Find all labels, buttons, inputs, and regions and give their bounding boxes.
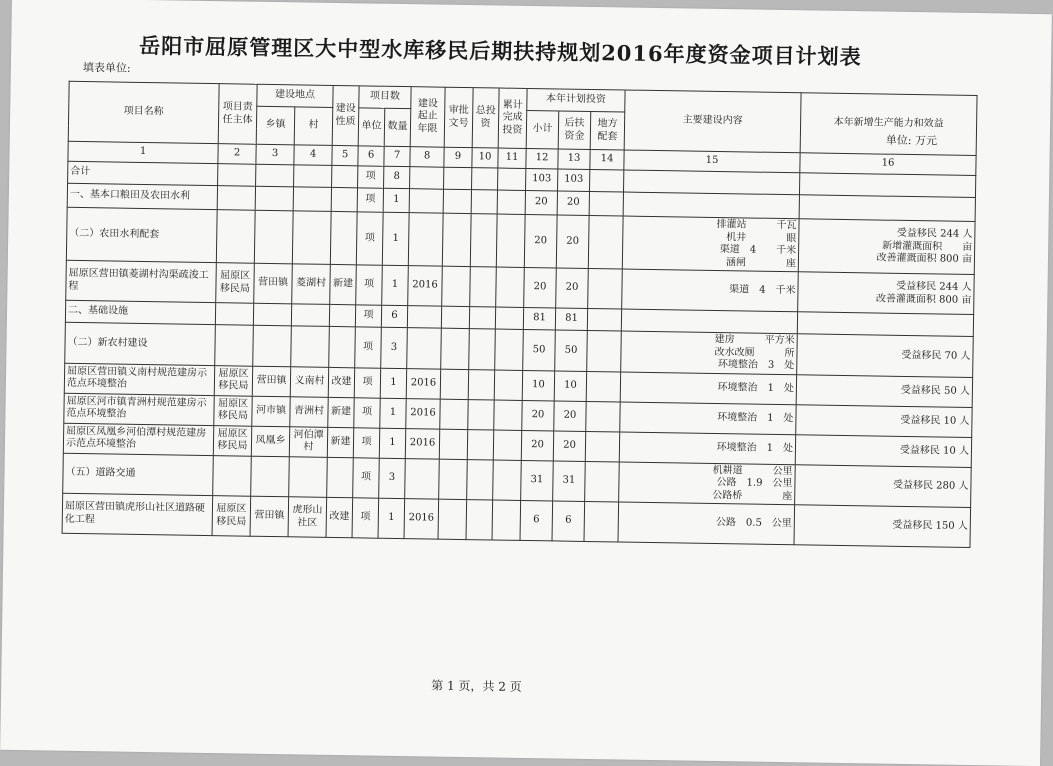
cell-benefit: 受益移民 70 人 — [797, 334, 974, 377]
column-number-10: 10 — [472, 148, 498, 168]
cell-period — [407, 306, 441, 329]
cell-project-name: （二）农田水利配套 — [66, 207, 217, 262]
cell-support-fund: 20 — [553, 430, 585, 460]
cell-unit: 项 — [353, 427, 379, 457]
header-unit: 单位 — [358, 108, 385, 146]
cell-total-invest — [468, 369, 494, 399]
cell-total-invest — [470, 267, 497, 307]
cell-main-content: 环境整治 1 处 — [620, 371, 796, 404]
cell-period — [405, 458, 440, 499]
plan-table — [62, 81, 978, 548]
cell-nature — [330, 211, 357, 264]
cell-nature: 改建 — [328, 367, 354, 397]
cell-approval — [443, 189, 471, 213]
header-nature: 建设性质 — [332, 85, 359, 145]
page-footer: 第 1 页，共 2 页 — [431, 678, 522, 694]
cell-unit: 项 — [357, 188, 383, 212]
column-number-16: 16 — [800, 153, 976, 176]
cell-total-invest — [471, 190, 497, 214]
cell-nature — [327, 457, 354, 498]
cell-support-fund: 6 — [552, 501, 585, 541]
cell-subtotal: 20 — [525, 190, 557, 214]
cell-town — [251, 456, 290, 497]
header-town: 乡镇 — [256, 106, 295, 145]
cell-responsible — [217, 186, 255, 211]
cell-nature — [332, 165, 358, 187]
cell-local-match — [587, 330, 622, 371]
cell-approval — [438, 499, 467, 539]
header-local-match: 地方配套 — [590, 111, 625, 150]
cell-quantity: 1 — [383, 188, 409, 212]
cell-cumulative — [493, 459, 522, 500]
cell-approval — [439, 429, 467, 459]
cell-project-name: 二、基础设施 — [65, 300, 215, 324]
cell-project-name: 屈原区营田镇虎形山社区道路硬化工程 — [62, 493, 213, 535]
column-number-5: 5 — [332, 145, 358, 165]
cell-total-invest — [470, 214, 497, 267]
cell-village: 虎形山社区 — [288, 497, 327, 538]
cell-local-match — [590, 169, 624, 192]
cell-benefit: 受益移民 244 人 新增灌溉面积 亩 改善灌溉面积 800 亩 — [798, 219, 975, 275]
unit-label: 单位: 万元 — [885, 133, 938, 148]
cell-local-match — [586, 401, 620, 432]
cell-nature — [331, 187, 357, 211]
cell-town: 营田镇 — [254, 263, 293, 304]
cell-quantity: 3 — [381, 327, 408, 368]
cell-village — [293, 187, 331, 212]
cell-support-fund: 20 — [557, 191, 589, 215]
cell-benefit: 受益移民 10 人 — [796, 404, 972, 437]
cell-benefit: 受益移民 10 人 — [795, 434, 971, 467]
cell-support-fund: 50 — [555, 330, 588, 371]
cell-cumulative — [493, 429, 521, 459]
cell-local-match — [587, 308, 621, 331]
cell-approval — [440, 399, 468, 429]
cell-local-match — [584, 501, 619, 542]
cell-cumulative — [497, 190, 525, 214]
cell-responsible — [215, 303, 253, 326]
header-responsible: 项目责任主体 — [218, 84, 257, 145]
cell-period: 2016 — [408, 266, 443, 307]
cell-local-match — [588, 215, 623, 269]
cell-nature: 新建 — [327, 427, 353, 457]
cell-benefit: 受益移民 280 人 — [795, 464, 972, 507]
cell-subtotal: 20 — [522, 400, 554, 430]
header-location: 建设地点 — [257, 84, 333, 107]
cell-subtotal: 50 — [523, 329, 556, 370]
cell-project-name: 合计 — [68, 161, 218, 185]
cell-village: 河伯潭村 — [289, 426, 327, 457]
cell-quantity: 1 — [379, 428, 405, 458]
column-number-2: 2 — [218, 144, 256, 165]
cell-total-invest — [469, 329, 496, 370]
cell-project-name: 屈原区河市镇青洲村规范建房示范点环境整治 — [64, 393, 214, 425]
header-support-fund: 后扶资金 — [558, 111, 591, 149]
cell-approval — [442, 266, 471, 306]
cell-cumulative — [498, 168, 526, 190]
cell-total-invest — [469, 307, 495, 329]
cell-support-fund: 31 — [553, 460, 586, 501]
cell-total-invest — [467, 459, 494, 500]
cell-benefit — [797, 312, 973, 337]
cell-cumulative — [496, 267, 525, 307]
cell-period: 2016 — [405, 428, 439, 459]
cell-village: 菱湖村 — [292, 264, 331, 305]
cell-cumulative — [494, 400, 522, 430]
cell-village — [291, 304, 329, 327]
cell-town: 凤凰乡 — [251, 426, 289, 457]
cell-period: 2016 — [406, 368, 440, 399]
cell-project-name: 一、基本口粮田及农田水利 — [67, 183, 217, 209]
cell-main-content — [621, 309, 797, 334]
column-number-7: 7 — [384, 146, 410, 166]
cell-main-content: 环境整治 1 处 — [619, 431, 795, 464]
cell-approval — [444, 167, 472, 189]
header-quantity: 数量 — [384, 108, 411, 146]
cell-main-content: 环境整治 1 处 — [620, 401, 796, 434]
cell-cumulative — [495, 329, 524, 370]
cell-unit: 项 — [355, 327, 382, 368]
cell-total-invest — [468, 399, 494, 429]
column-number-4: 4 — [294, 145, 332, 166]
header-total-invest: 总投资 — [472, 88, 499, 148]
filler-label: 填表单位: — [82, 61, 131, 75]
column-number-1: 1 — [68, 141, 218, 163]
header-village: 村 — [294, 107, 333, 146]
cell-town: 营田镇 — [250, 496, 289, 537]
header-row-1 — [69, 81, 977, 117]
cell-support-fund: 10 — [554, 370, 586, 400]
cell-unit: 项 — [352, 498, 379, 538]
cell-period — [407, 328, 442, 369]
cell-unit: 项 — [356, 265, 383, 305]
cell-quantity: 1 — [378, 498, 405, 538]
cell-nature — [329, 326, 356, 367]
cell-town — [254, 210, 293, 264]
column-number-3: 3 — [256, 144, 294, 165]
cell-town: 河市镇 — [252, 396, 290, 427]
cell-quantity: 1 — [380, 368, 406, 398]
cell-responsible: 屈原区移民局 — [214, 395, 252, 426]
cell-responsible — [218, 164, 256, 187]
cell-responsible: 屈原区移民局 — [213, 425, 251, 456]
cell-period — [410, 167, 444, 190]
cell-project-name: （二）新农村建设 — [65, 322, 216, 365]
cell-total-invest — [472, 168, 498, 190]
cell-local-match — [588, 268, 623, 309]
cell-local-match — [585, 431, 619, 462]
cell-total-invest — [467, 429, 493, 459]
cell-town: 营田镇 — [252, 366, 290, 397]
cell-nature: 新建 — [330, 264, 357, 304]
cell-support-fund: 20 — [556, 268, 589, 308]
cell-period: 2016 — [404, 499, 439, 540]
cell-project-name: （五）道路交通 — [63, 453, 214, 496]
cell-main-content: 机耕道 公里 公路 1.9 公里 公路桥 座 — [619, 461, 796, 504]
cell-subtotal: 20 — [524, 267, 557, 307]
cell-town — [253, 325, 292, 366]
cell-local-match — [589, 191, 623, 216]
cell-quantity: 1 — [380, 398, 406, 428]
cell-village — [291, 326, 330, 367]
cell-nature: 新建 — [328, 397, 354, 427]
header-new-capacity: 本年新增生产能力和效益 — [800, 93, 977, 156]
header-project-count: 项目数 — [359, 86, 411, 109]
cell-nature — [329, 304, 355, 326]
cell-responsible — [216, 210, 255, 264]
cell-cumulative — [494, 370, 522, 400]
cell-village — [289, 456, 328, 497]
column-number-15: 15 — [624, 150, 800, 173]
cell-subtotal: 103 — [526, 168, 558, 190]
column-number-11: 11 — [498, 148, 526, 168]
cell-main-content — [624, 170, 800, 195]
cell-unit: 项 — [354, 367, 380, 397]
cell-quantity: 6 — [381, 305, 407, 327]
cell-responsible: 屈原区移民局 — [212, 496, 251, 537]
cell-cumulative — [496, 214, 525, 267]
cell-quantity: 8 — [384, 166, 410, 188]
document-title: 岳阳市屈原管理区大中型水库移民后期扶持规划2016年度资金项目计划表 — [139, 32, 862, 70]
cell-benefit: 受益移民 50 人 — [796, 374, 972, 407]
header-cumulative: 累计完成投资 — [498, 88, 527, 148]
cell-support-fund: 20 — [556, 215, 589, 268]
cell-unit: 项 — [353, 457, 380, 498]
header-subtotal: 小计 — [526, 110, 559, 148]
cell-project-name: 屈原区营田镇义南村规范建房示范点环境整治 — [64, 363, 214, 395]
cell-responsible: 屈原区移民局 — [214, 365, 252, 396]
cell-period — [409, 189, 443, 214]
cell-main-content: 渠道 4 千米 — [622, 269, 799, 312]
cell-cumulative — [492, 500, 521, 540]
cell-support-fund: 81 — [555, 308, 587, 330]
column-number-14: 14 — [590, 149, 624, 170]
cell-subtotal: 20 — [521, 430, 553, 460]
cell-benefit — [800, 173, 976, 198]
cell-main-content: 排灌站 千瓦 机井 眼 渠道 4 千米 涵闸 座 — [622, 216, 799, 272]
cell-village — [292, 211, 331, 265]
cell-subtotal: 20 — [524, 214, 557, 267]
cell-approval — [442, 213, 471, 266]
cell-subtotal: 6 — [520, 500, 553, 540]
cell-local-match — [586, 371, 620, 402]
cell-village: 义南村 — [290, 366, 328, 397]
cell-cumulative — [495, 307, 523, 329]
cell-project-name: 屈原区营田镇菱湖村沟渠疏浚工程 — [66, 260, 217, 302]
cell-quantity: 1 — [382, 265, 409, 305]
cell-town — [255, 186, 293, 211]
cell-village: 青洲村 — [290, 396, 328, 427]
column-number-13: 13 — [558, 149, 590, 170]
cell-responsible — [213, 455, 252, 496]
cell-responsible — [215, 325, 254, 366]
cell-unit: 项 — [358, 166, 384, 188]
cell-benefit: 受益移民 150 人 — [794, 505, 971, 548]
cell-unit: 项 — [355, 305, 381, 327]
cell-approval — [440, 369, 468, 399]
cell-support-fund: 20 — [554, 400, 586, 430]
header-approval: 审批文号 — [444, 87, 473, 147]
cell-nature: 改建 — [326, 497, 353, 537]
cell-approval — [439, 459, 468, 500]
cell-period — [408, 213, 443, 267]
cell-approval — [441, 328, 470, 369]
cell-main-content: 公路 0.5 公里 — [618, 502, 795, 545]
cell-quantity: 3 — [379, 458, 406, 499]
cell-subtotal: 31 — [521, 460, 554, 501]
cell-unit: 项 — [354, 397, 380, 427]
header-period: 建设起止年限 — [410, 87, 445, 148]
cell-subtotal: 81 — [523, 307, 555, 329]
cell-benefit: 受益移民 244 人 改善灌溉面积 800 亩 — [798, 272, 975, 315]
header-project-name: 项目名称 — [68, 81, 219, 143]
cell-unit: 项 — [356, 212, 383, 265]
column-number-12: 12 — [526, 148, 558, 169]
header-main-content: 主要建设内容 — [624, 90, 801, 153]
column-number-8: 8 — [410, 147, 444, 168]
plan-table-body — [62, 161, 976, 547]
cell-support-fund: 103 — [558, 169, 590, 191]
cell-main-content — [623, 192, 799, 219]
cell-subtotal: 10 — [522, 370, 554, 400]
cell-town — [256, 164, 294, 187]
cell-town — [253, 303, 291, 326]
cell-main-content: 建房 平方米 改水改厕 所 环境整治 3 处 — [621, 331, 798, 374]
cell-responsible: 屈原区移民局 — [216, 263, 255, 304]
cell-quantity: 1 — [382, 212, 409, 265]
column-number-6: 6 — [358, 146, 384, 166]
column-number-9: 9 — [444, 147, 472, 167]
cell-period: 2016 — [406, 398, 440, 429]
cell-project-name: 屈原区凤凰乡河伯潭村规范建房示范点环境整治 — [63, 423, 213, 455]
header-year-plan: 本年计划投资 — [527, 88, 625, 112]
cell-village — [294, 165, 332, 188]
cell-benefit — [799, 195, 975, 222]
cell-local-match — [585, 461, 620, 502]
cell-total-invest — [466, 500, 493, 540]
cell-approval — [441, 306, 469, 328]
